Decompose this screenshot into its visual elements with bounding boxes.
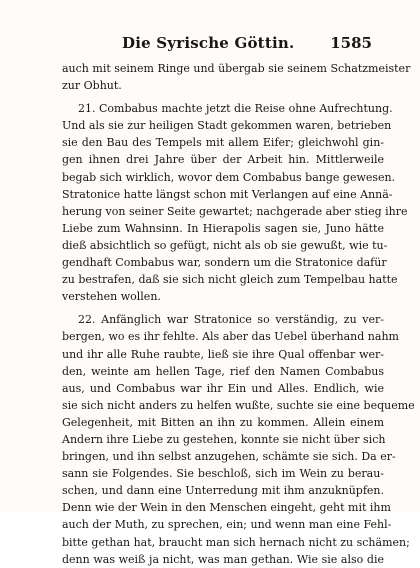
text-line: herung von seiner Seite gewartet; nachgerade aber stieg ihre — [62, 204, 408, 218]
text-line: schen, und dann eine Unterredung mit ihm anzuknüpfen. — [62, 484, 384, 498]
text-line: den, weinte am hellen Tage, rief den Namen Combabus — [62, 364, 384, 378]
text-line: denn was weiß ja nicht, was man gethan. Wie sie also die — [62, 552, 384, 566]
text-line: Stratonice hatte längst schon mit Verlangen auf eine Annä- — [62, 187, 393, 201]
text-line: begab sich wirklich, wovor dem Combabus bange gewesen. — [62, 170, 396, 184]
text-line: 21. Combabus machte jetzt die Reise ohne Aufrechtung. — [78, 102, 393, 116]
text-line: zur Obhut. — [62, 79, 122, 93]
text-line: auch der Muth, zu sprechen, ein; und wenn man eine Fehl- — [62, 518, 392, 532]
text-line: gendhaft Combabus war, sondern um die Stratonice dafür — [62, 256, 387, 270]
text-line: Gelegenheit, mit Bitten an ihn zu kommen. Allein einem — [62, 415, 384, 429]
page-number: 1585 — [330, 34, 372, 52]
text-line: 22. Anfänglich war Stratonice so verständig, zu ver- — [78, 313, 384, 327]
text-line: Denn wie der Wein in den Menschen eingeht, geht mit ihm — [62, 501, 391, 515]
text-line: zu bestrafen, daß sie sich nicht gleich zum Tempelbau hatte — [62, 273, 398, 287]
text-line: Liebe zum Wahnsinn. In Hierapolis sagen sie, Juno hätte — [62, 221, 384, 235]
text-line: aus, und Combabus war ihr Ein und Alles. Endlich, wie — [62, 381, 384, 395]
text-line: gen ihnen drei Jahre über der Arbeit hin. Mittlerweile — [62, 153, 384, 167]
body-text — [62, 60, 415, 568]
text-line: Andern ihre Liebe zu gestehen, konnte sie nicht über sich — [62, 432, 386, 446]
text-line: bringen, und ihn selbst anzugehen, schämte sie sich. Da er- — [62, 450, 396, 464]
text-line: dieß absichtlich so gefügt, nicht als ob sie gewußt, wie tu- — [62, 238, 388, 252]
text-line: bitte gethan hat, braucht man sich hernach nicht zu schämen; — [62, 535, 410, 549]
text-line: sie den Bau des Tempels mit allem Eifer; gleichwohl gin- — [62, 136, 384, 150]
page-header — [122, 34, 372, 56]
text-line: und ihr alle Ruhe raubte, ließ sie ihre Qual offenbar wer- — [62, 347, 384, 361]
text-line: bergen, wo es ihr fehlte. Als aber das Uebel überhand nahm — [62, 330, 399, 344]
text-line: verstehen wollen. — [62, 290, 161, 304]
running-head: Die Syrische Göttin. — [122, 34, 295, 52]
text-line: Und als sie zur heiligen Stadt gekommen waren, betrieben — [62, 119, 392, 133]
text-line: sie sich nicht anders zu helfen wußte, suchte sie eine bequeme — [62, 398, 415, 412]
text-line: sann sie Folgendes. Sie beschloß, sich im Wein zu berau- — [62, 467, 384, 481]
text-line: auch mit seinem Ringe und übergab sie seinem Schatzmeister — [62, 62, 411, 75]
